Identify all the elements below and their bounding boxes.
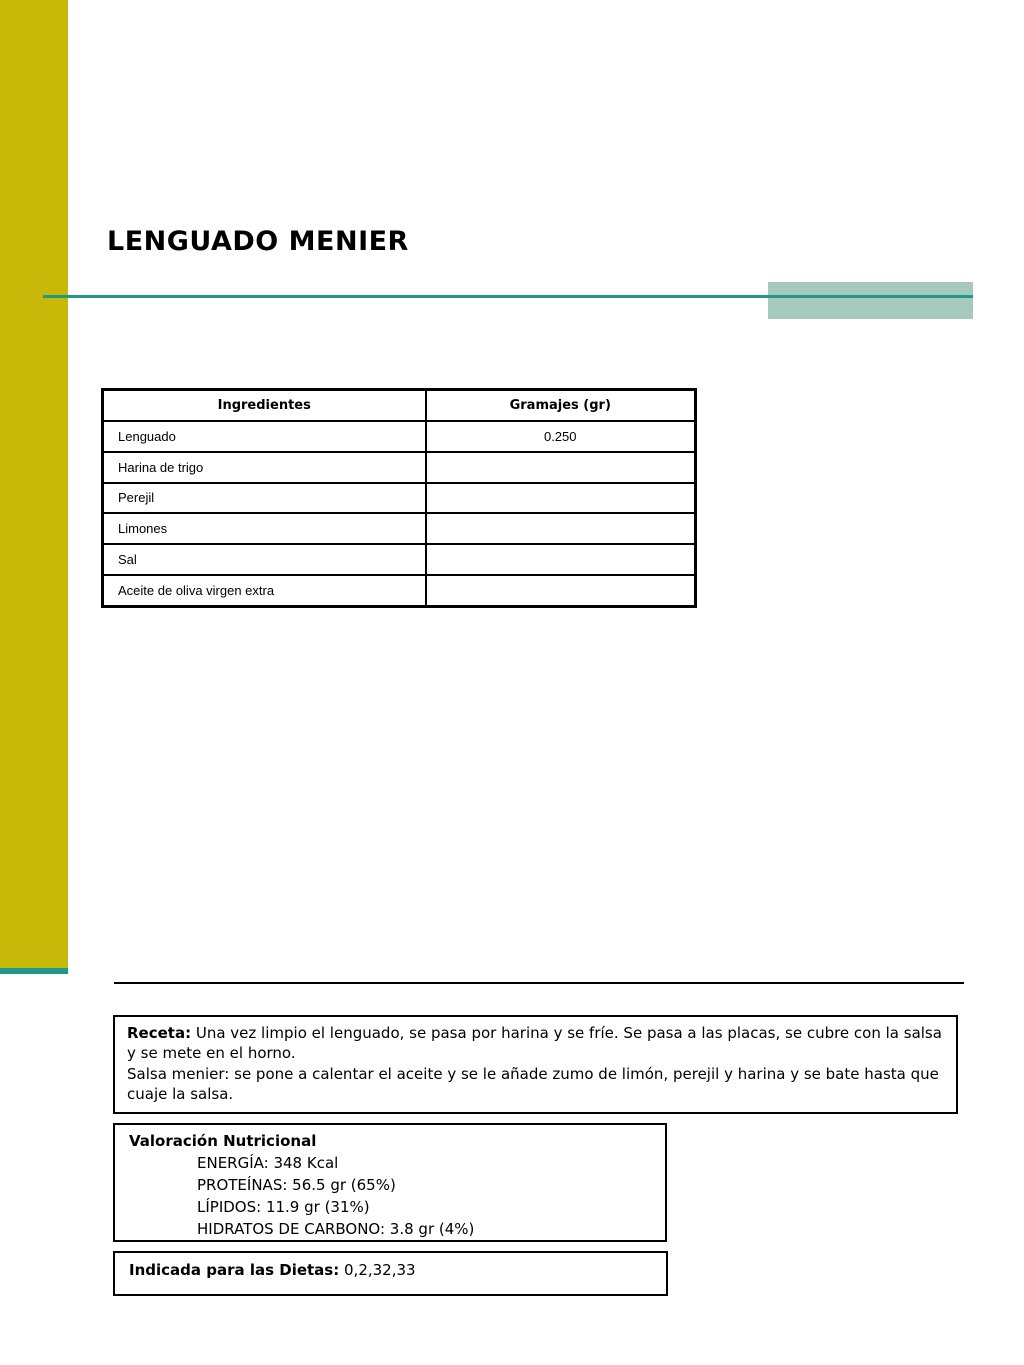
table-row (103, 544, 696, 575)
recipe-label: Receta: (127, 1024, 192, 1042)
ingredient-amount (426, 513, 696, 544)
page-title: LENGUADO MENIER (107, 226, 409, 257)
title-accent-block (768, 282, 973, 319)
header-amount: Gramajes (gr) (426, 390, 696, 421)
diets-box (113, 1251, 668, 1296)
nutrition-box (113, 1123, 667, 1242)
ingredient-name: Limones (103, 513, 426, 544)
ingredient-amount (426, 544, 696, 575)
ingredient-amount (426, 575, 696, 606)
sidebar-bar (0, 0, 68, 968)
nutrition-lipids: LÍPIDOS: 11.9 gr (31%) (197, 1198, 370, 1216)
table-row (103, 452, 696, 483)
table-row (103, 421, 696, 452)
ingredient-name: Sal (103, 544, 426, 575)
title-accent-line (768, 295, 973, 298)
ingredient-amount (426, 483, 696, 514)
recipe-text: Una vez limpio el lenguado, se pasa por harina y se fríe. Se pasa a las placas, se cubre con la salsa y se mete en el horno. (127, 1024, 942, 1062)
diets-value: 0,2,32,33 (339, 1261, 416, 1279)
header-ingredients: Ingredientes (103, 390, 426, 421)
recipe-box (113, 1015, 958, 1114)
table-header-row (103, 390, 696, 421)
table-row (103, 483, 696, 514)
table-row (103, 575, 696, 606)
sidebar-foot-bar (0, 968, 68, 974)
nutrition-proteins: PROTEÍNAS: 56.5 gr (65%) (197, 1176, 396, 1194)
sauce-paragraph: Salsa menier: se pone a calentar el aceite y se le añade zumo de limón, perejil y harina y se bate hasta que cuaje la salsa. (127, 1065, 939, 1103)
ingredient-amount (426, 452, 696, 483)
nutrition-energy: ENERGÍA: 348 Kcal (197, 1154, 339, 1172)
diets-label: Indicada para las Dietas: (129, 1261, 340, 1279)
ingredient-amount: 0.250 (426, 421, 696, 452)
ingredients-table (101, 388, 697, 608)
ingredient-name: Aceite de oliva virgen extra (103, 575, 426, 606)
nutrition-carbs: HIDRATOS DE CARBONO: 3.8 gr (4%) (197, 1220, 475, 1238)
nutrition-heading: Valoración Nutricional (129, 1132, 317, 1150)
ingredient-name: Harina de trigo (103, 452, 426, 483)
recipe-paragraph (127, 1023, 944, 1063)
ingredient-name: Lenguado (103, 421, 426, 452)
ingredient-name: Perejil (103, 483, 426, 514)
section-divider (114, 982, 964, 984)
table-row (103, 513, 696, 544)
